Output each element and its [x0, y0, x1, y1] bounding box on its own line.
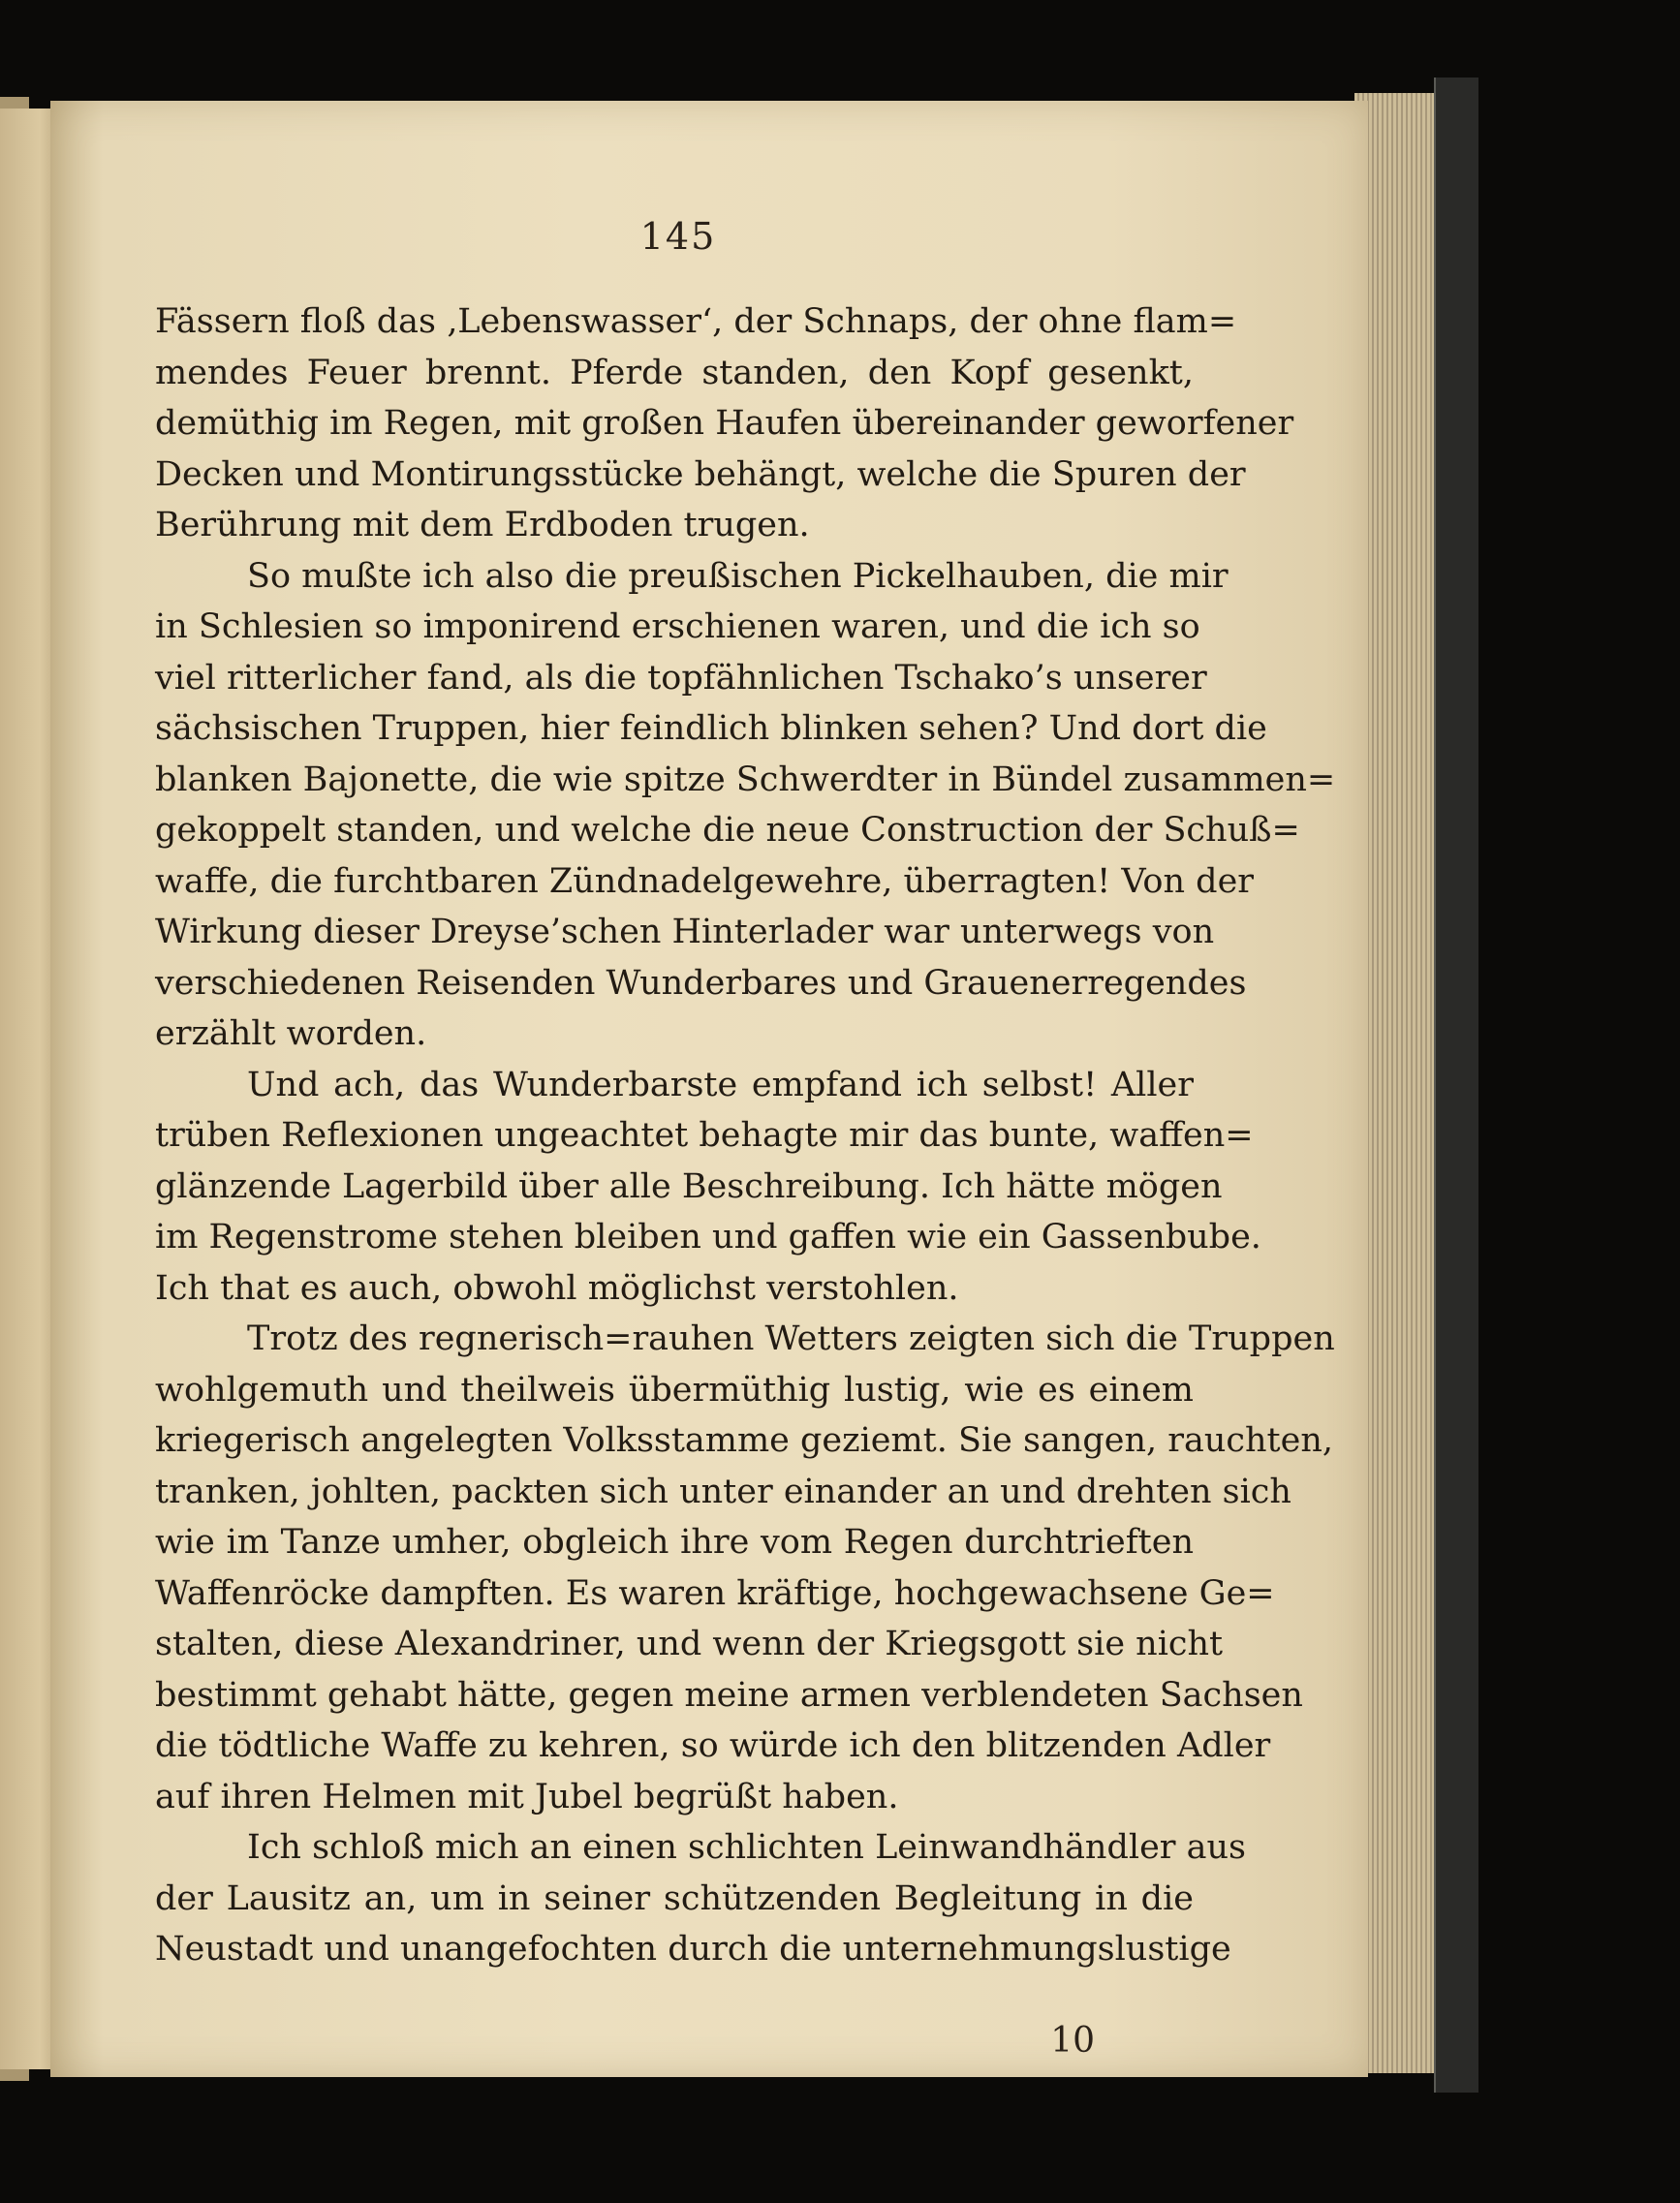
text-line: Ich that es auch, obwohl möglichst verstohlen. — [155, 1268, 959, 1308]
text-line: tranken, johlten, packten sich unter einander an und drehten sich — [155, 1472, 1291, 1511]
text-line: Fässern floß das ‚Lebenswasser‘, der Schnaps, der ohne flam= — [155, 302, 1237, 341]
text-line: Neustadt und unangefochten durch die unternehmungslustige — [155, 1930, 1231, 1969]
text-line: der Lausitz an, um in seiner schützenden Begleitung in die — [155, 1878, 1194, 1918]
text-line: kriegerisch angelegten Volksstamme geziemt. Sie sangen, rauchten, — [155, 1421, 1333, 1460]
text-line: Trotz des regnerisch=rauhen Wetters zeigten sich die Truppen — [247, 1319, 1335, 1358]
text-line: glänzende Lagerbild über alle Beschreibung. Ich hätte mögen — [155, 1166, 1223, 1206]
text-line: gekoppelt standen, und welche die neue Construction der Schuß= — [155, 811, 1300, 850]
text-line: trüben Reflexionen ungeachtet behagte mir das bunte, waffen= — [155, 1116, 1254, 1155]
text-line: waffe, die furchtbaren Zündnadelgewehre, überragten! Von der — [155, 861, 1255, 901]
text-line: erzählt worden. — [155, 1014, 427, 1053]
text-line: demüthig im Regen, mit großen Haufen übereinander geworfener — [155, 404, 1294, 443]
text-line: wohlgemuth und theilweis übermüthig lustig, wie es einem — [155, 1370, 1194, 1410]
text-line: in Schlesien so imponirend erschienen waren, und die ich so — [155, 607, 1200, 646]
text-line: die tödtliche Waffe zu kehren, so würde ich den blitzenden Adler — [155, 1726, 1271, 1765]
text-line: bestimmt gehabt hätte, gegen meine armen verblendeten Sachsen — [155, 1675, 1303, 1715]
text-line: Ich schloß mich an einen schlichten Leinwandhändler aus — [247, 1828, 1247, 1867]
text-line: Und ach, das Wunderbarste empfand ich selbst! Aller — [247, 1065, 1194, 1104]
body-text — [155, 296, 1336, 1975]
text-line: stalten, diese Alexandriner, und wenn der Kriegsgott sie nicht — [155, 1625, 1224, 1663]
text-line: Decken und Montirungsstücke behängt, welche die Spuren der — [155, 454, 1246, 494]
right-cover-edge — [1434, 78, 1478, 2093]
text-line: Wirkung dieser Dreyse’schen Hinterlader war unterwegs von — [155, 913, 1215, 951]
page-number: 145 — [639, 215, 717, 258]
text-line: sächsischen Truppen, hier feindlich blinken sehen? Und dort die — [155, 709, 1267, 748]
signature-mark: 10 — [1050, 2021, 1095, 2061]
text-line: im Regenstrome stehen bleiben und gaffen wie ein Gassenbube. — [155, 1218, 1261, 1257]
text-line: viel ritterlicher fand, als die topfähnlichen Tschako’s unserer — [155, 658, 1207, 698]
text-line: Waffenröcke dampften. Es waren kräftige, hochgewachsene Ge= — [155, 1573, 1275, 1613]
text-line: blanken Bajonette, die wie spitze Schwerdter in Bündel zusammen= — [155, 760, 1336, 799]
text-line: mendes Feuer brennt. Pferde standen, den Kopf gesenkt, — [155, 353, 1194, 392]
text-line: wie im Tanze umher, obgleich ihre vom Regen durchtrieften — [155, 1523, 1194, 1562]
text-line: auf ihren Helmen mit Jubel begrüßt haben. — [155, 1777, 899, 1816]
text-line: So mußte ich also die preußischen Pickelhauben, die mir — [247, 556, 1229, 596]
text-line: Berührung mit dem Erdboden trugen. — [155, 506, 810, 544]
text-line: verschiedenen Reisenden Wunderbares und Grauenerregendes — [155, 963, 1247, 1003]
